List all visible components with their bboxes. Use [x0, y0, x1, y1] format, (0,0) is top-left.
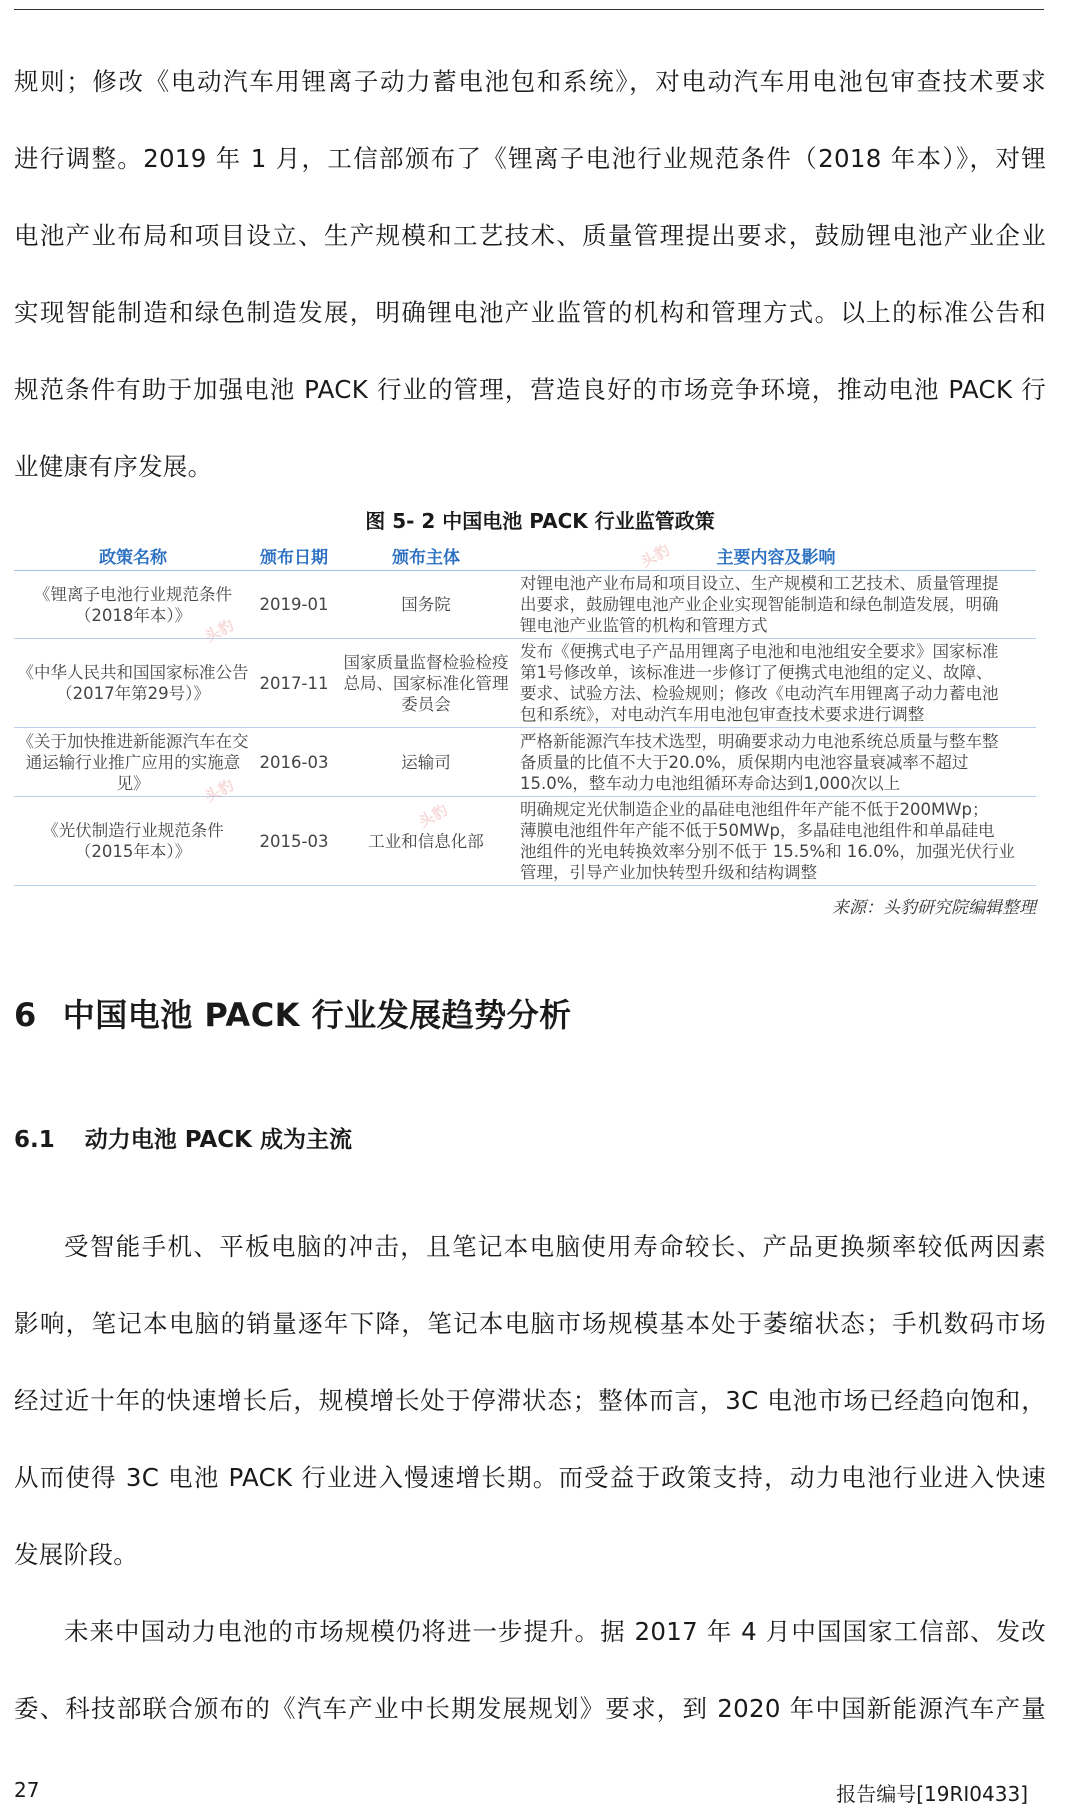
- text-line: 规范条件有助于加强电池 PACK 行业的管理，营造良好的市场竞争环境，推动电池 PACK 行: [14, 375, 1046, 404]
- body-paragraph: [14, 1593, 1046, 1747]
- watermark-logo: 头豹: [201, 615, 237, 646]
- text-line: 业健康有序发展。: [14, 452, 213, 481]
- cell-line: 委员会: [401, 694, 451, 714]
- issuer-cell: [336, 797, 516, 886]
- text-line: 电池产业布局和项目设立、生产规模和工艺技术、质量管理提出要求，鼓励锂电池产业企业: [14, 221, 1046, 250]
- subsection-heading: [14, 1121, 352, 1154]
- table-row: [14, 571, 1036, 639]
- cell-line: 运输司: [401, 752, 451, 772]
- cell-line: 管理，引导产业加快转型升级和结构调整: [520, 863, 817, 882]
- section-title: 中国电池 PACK 行业发展趋势分析: [62, 996, 572, 1034]
- cell-line: 池组件的光电转换效率分别不低于 15.5%和 16.0%，加强光伏行业: [520, 842, 1015, 861]
- table-header-row: [14, 540, 1036, 571]
- cell-line: （2018年本）》: [74, 605, 192, 625]
- policy-name-cell: [14, 797, 252, 886]
- policy-table: [14, 540, 1036, 886]
- issuer-cell: [336, 728, 516, 797]
- cell-line: （2017年第29号）》: [56, 684, 210, 703]
- watermark-logo: 头豹: [201, 775, 237, 806]
- cell-line: 对锂电池产业布局和项目设立、生产规模和工艺技术、质量管理提: [520, 574, 999, 593]
- page-number: 27: [14, 1778, 40, 1802]
- cell-line: （2015年本）》: [74, 842, 192, 861]
- text-line: 从而使得 3C 电池 PACK 行业进入慢速增长期。而受益于政策支持，动力电池行业进入快速: [14, 1463, 1046, 1492]
- cell-line: 出要求，鼓励锂电池产业企业实现智能制造和绿色制造发展，明确: [520, 595, 999, 614]
- section-heading: [14, 990, 572, 1036]
- cell-line: 包和系统》，对电动汽车用电池包审查技术要求进行调整: [520, 705, 925, 724]
- figure-title: 图 5- 2 中国电池 PACK 行业监管政策: [365, 509, 715, 533]
- cell-line: 国家质量监督检验检疫: [343, 652, 509, 672]
- impact-cell: [516, 639, 1036, 728]
- header-rule: [14, 9, 1044, 10]
- text-line: 进行调整。2019 年 1 月，工信部颁布了《锂离子电池行业规范条件（2018 年本）》，对锂: [14, 144, 1046, 173]
- cell-line: 《光伏制造行业规范条件: [42, 821, 224, 840]
- text-line: 发展阶段。: [14, 1540, 138, 1569]
- header-issue-date: 颁布日期: [252, 540, 336, 571]
- section-number: 6: [14, 996, 37, 1034]
- subsection-number: 6.1: [14, 1127, 55, 1153]
- text-line: 实现智能制造和绿色制造发展，明确锂电池产业监管的机构和管理方式。以上的标准公告和: [14, 298, 1046, 327]
- report-id: 报告编号[19RI0433]: [836, 1782, 1028, 1806]
- policy-name-cell: [14, 639, 252, 728]
- cell-line: 国务院: [401, 595, 451, 614]
- cell-line: 总局、国家标准化管理: [343, 673, 509, 693]
- cell-line: 第1号修改单，该标准进一步修订了便携式电池组的定义、故障、: [520, 663, 993, 682]
- table-row: [14, 728, 1036, 797]
- subsection-title: 动力电池 PACK 成为主流: [84, 1127, 353, 1153]
- policy-name-cell: [14, 728, 252, 797]
- figure-source: 来源：头豹研究院编辑整理: [832, 898, 1036, 918]
- impact-cell: [516, 728, 1036, 797]
- table-row: [14, 797, 1036, 886]
- cell-line: 严格新能源汽车技术选型，明确要求动力电池系统总质量与整车整: [520, 731, 999, 751]
- text-line: 影响，笔记本电脑的销量逐年下降，笔记本电脑市场规模基本处于萎缩状态；手机数码市场: [14, 1309, 1046, 1338]
- issuer-cell: [336, 571, 516, 639]
- issue-date-cell: 2019-01: [252, 571, 336, 639]
- cell-line: 《锂离子电池行业规范条件: [34, 584, 232, 604]
- header-issuer: 颁布主体: [336, 540, 516, 571]
- cell-line: 薄膜电池组件年产能不低于50MWp，多晶硅电池组件和单晶硅电: [520, 821, 995, 840]
- watermark-logo: 头豹: [415, 800, 451, 831]
- header-policy-name: 政策名称: [14, 540, 252, 571]
- text-line: 规则；修改《电动汽车用锂离子动力蓄电池包和系统》，对电动汽车用电池包审查技术要求: [14, 67, 1046, 96]
- text-line: 经过近十年的快速增长后，规模增长处于停滞状态；整体而言，3C 电池市场已经趋向饱和，: [14, 1386, 1046, 1415]
- cell-line: 明确规定光伏制造企业的晶硅电池组件年产能不低于200MWp；: [520, 800, 989, 819]
- issuer-cell: [336, 639, 516, 728]
- cell-line: 备质量的比值不大于20.0%，质保期内电池容量衰减率不超过: [520, 752, 969, 772]
- cell-line: 工业和信息化部: [368, 831, 484, 851]
- text-line: 受智能手机、平板电脑的冲击，且笔记本电脑使用寿命较长、产品更换频率较低两因素: [64, 1232, 1046, 1261]
- text-line: 未来中国动力电池的市场规模仍将进一步提升。据 2017 年 4 月中国国家工信部、发改: [64, 1617, 1046, 1646]
- cell-line: 《关于加快推进新能源汽车在交: [17, 731, 249, 751]
- issue-date-cell: 2016-03: [252, 728, 336, 797]
- cell-line: 发布《便携式电子产品用锂离子电池和电池组安全要求》国家标准: [520, 642, 999, 661]
- cell-line: 《中华人民共和国国家标准公告: [17, 663, 249, 682]
- cell-line: 15.0%，整车动力电池组循环寿命达到1,000次以上: [520, 773, 901, 793]
- watermark-logo: 头豹: [637, 540, 673, 571]
- intro-paragraph: [14, 43, 1046, 505]
- table-row: [14, 639, 1036, 728]
- issue-date-cell: 2015-03: [252, 797, 336, 886]
- cell-line: 要求、试验方法、检验规则；修改《电动汽车用锂离子动力蓄电池: [520, 684, 999, 703]
- impact-cell: [516, 797, 1036, 886]
- cell-line: 通运输行业推广应用的实施意见》: [25, 752, 241, 793]
- header-impact: 主要内容及影响: [516, 540, 1036, 571]
- text-line: 委、科技部联合颁布的《汽车产业中长期发展规划》要求，到 2020 年中国新能源汽车产量: [14, 1694, 1046, 1723]
- body-paragraph: [14, 1208, 1046, 1593]
- policy-name-cell: [14, 571, 252, 639]
- impact-cell: [516, 571, 1036, 639]
- cell-line: 锂电池产业监管的机构和管理方式: [520, 616, 768, 635]
- issue-date-cell: 2017-11: [252, 639, 336, 728]
